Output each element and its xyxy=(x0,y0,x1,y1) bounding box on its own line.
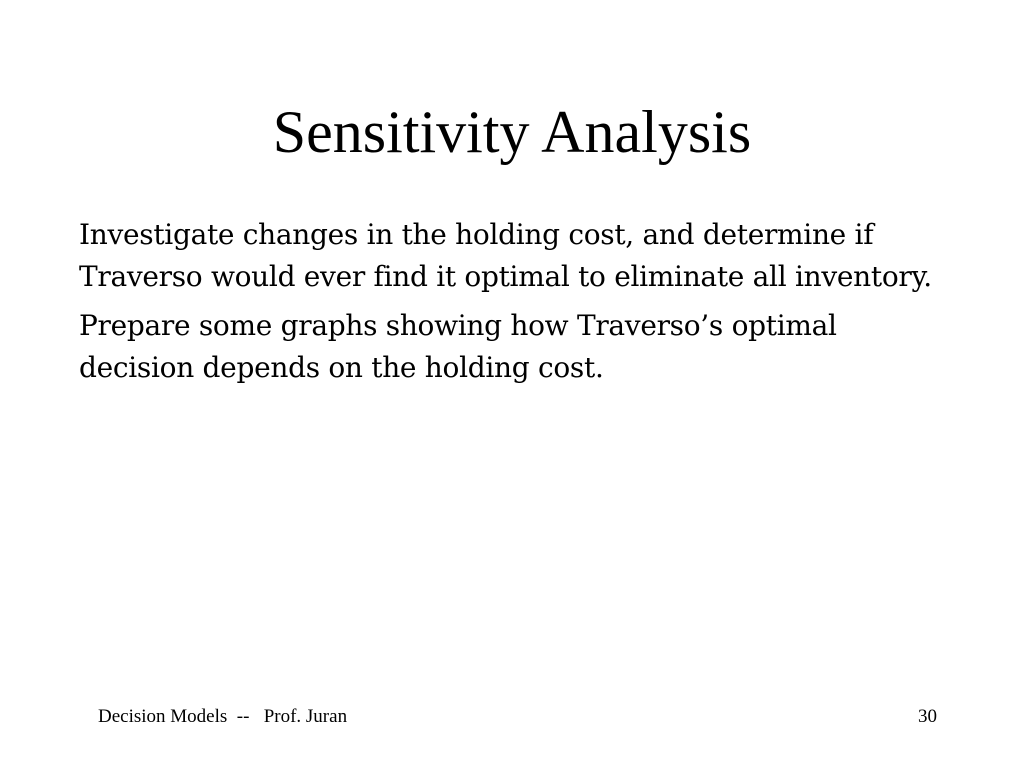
body-paragraph-graphs: Prepare some graphs showing how Traverso’s optimal decision depends on the holding cost. xyxy=(79,309,837,384)
slide-footer: Decision Models -- Prof. Juran xyxy=(98,706,348,727)
slide-title: Sensitivity Analysis xyxy=(272,99,752,165)
body-paragraph-investigate: Investigate changes in the holding cost, and determine if Traverso would ever find it optimal to eliminate all inventory. xyxy=(79,218,932,293)
slide-body xyxy=(79,214,959,396)
page-number: 30 xyxy=(918,706,937,727)
